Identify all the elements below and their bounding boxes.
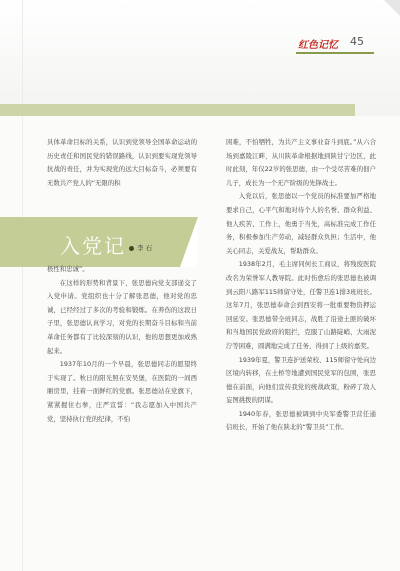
paragraph: 在这样的形势和背景下，张思德向党支部递交了入党申请。党组织也十分了解张思德，他对党的忠诚，已经经过了多次的考验和锻炼。在养伤的这段日子里，张思德认真学习，对党的长期奋斗目标和当前革命任务都有了比较深刻的认识，他的思想更加成熟起来。	[47, 278, 197, 355]
top-band	[0, 0, 400, 116]
page-corner-fold	[384, 0, 400, 16]
paragraph: 入党以后，张思德以一个党员的标准要加严格地要求自己，心平气和地对待个人的名誉、群众利益、他人疾苦、工作上，他勇于当先，高标准完成工作任务，积极参加生产劳动，减轻群众负担；生活中，他关心同志，关爱战友，帮助群众。	[226, 192, 376, 255]
section-tag: 红色记忆	[298, 40, 338, 51]
page-number: 45	[350, 35, 364, 48]
paragraph: 1939年夏，警卫连护送荣校、115师留守处向边区境内转移，在土桥等地遭到国民党军的包围，张思德在前面，向他们宣传我党的统战政策，粉碎了敌人妄图挑拨的阴谋。	[226, 355, 376, 405]
article-author	[129, 243, 152, 252]
header-rule	[296, 52, 374, 54]
right-column	[226, 136, 376, 435]
article-title: 入党记	[60, 234, 126, 258]
paragraph: 困难，不怕牺牲，为共产主义事业奋斗到底。”从六合场到嘉陵江畔，从川陕革命根据地到陕甘宁边区，此时此刻，年仅22岁的张思德，由一个受尽苦难的佃户儿子，成长为一个无产阶级的先锋战士。	[226, 138, 376, 187]
paragraph: 1938年2月，毛主席同何长工商议，将残废医院改名为荣誉军人教导院。此时伤愈后的张思德也被调到云阳八路军115师留守处，任警卫连1排3班班长。这年7月，张思德奉命会到西安将一批重要物资押运回延安。张思德带全班同志，战胜了沿途土匪的破坏和当地国民党政府的阻拦，克服了山路陡峭、大雨泥泞等困难，圆满地完成了任务，得到了上级的嘉奖。	[226, 260, 376, 350]
paragraph: 1940年春，张思德被调到中央军委警卫营任通信班长，开始了他在陕北的“警卫员”工作。	[226, 409, 376, 432]
paragraph: 具体革命目标的关系，认识到党领导全国革命运动的历史责任和国民党的错误路线，认识到要实现党领导抗战的责任，并为实现党的远大目标奋斗，必须要有无数共产党人的“无限的积	[47, 138, 197, 187]
paragraph: 极性和忠诚”。	[47, 265, 89, 273]
page-gutter-line	[22, 0, 23, 571]
left-column-top	[47, 136, 197, 190]
paragraph: 1937年10月的一个早晨，张思德同志的愿望终于实现了。秋日的阳光照在安吴堡，在医院的一间西厢房里，挂着一面鲜红的党旗。张思德站在党旗下，紧紧握住右拳，庄严宣誓：“我志愿加入中国共产党，坚持执行党的纪律，不怕	[47, 360, 197, 423]
decorative-band	[0, 104, 355, 116]
left-column-bottom	[47, 263, 197, 426]
author-name: 李 石	[137, 244, 153, 252]
author-bullet-icon	[129, 246, 134, 251]
